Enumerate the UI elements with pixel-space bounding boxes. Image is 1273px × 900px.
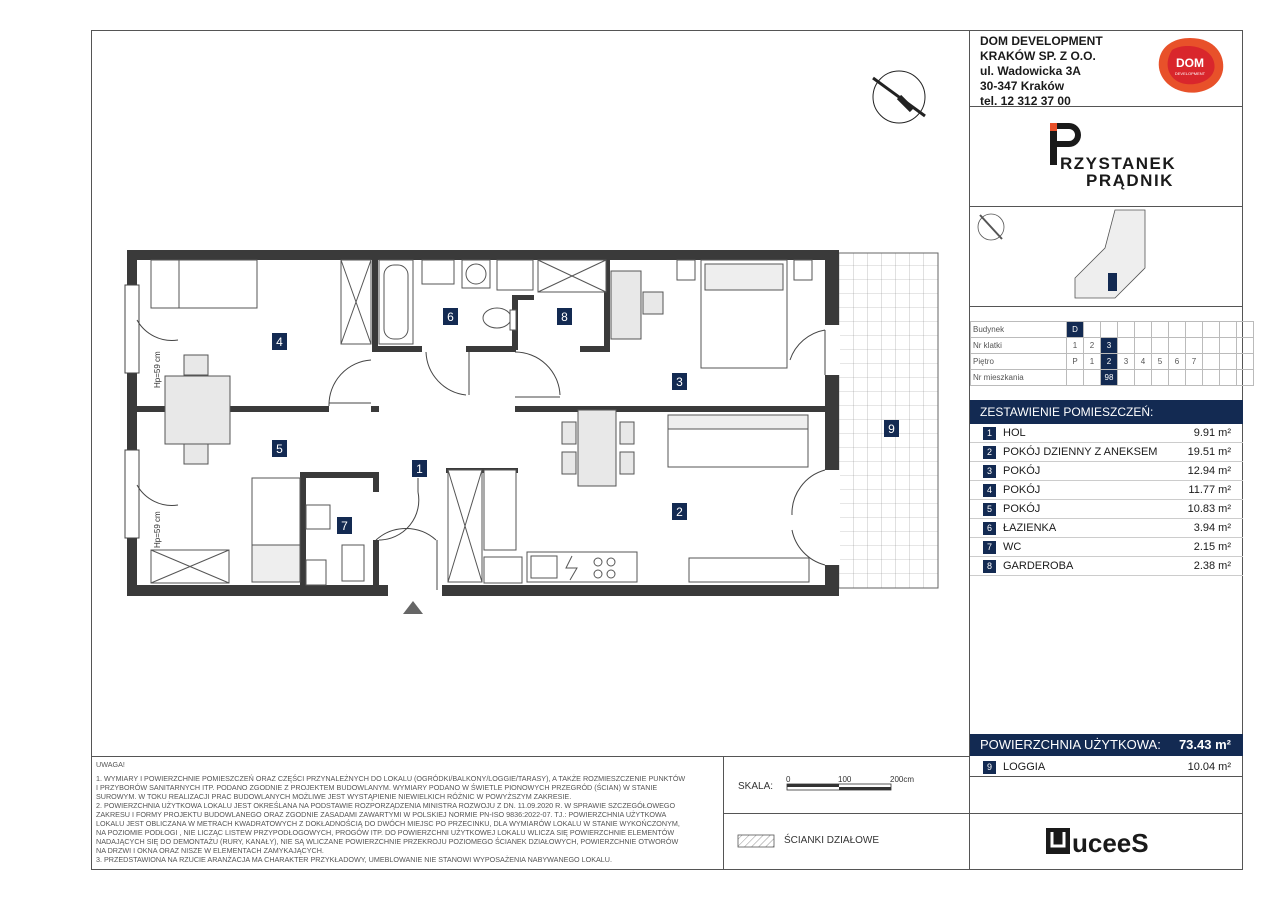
room-name: ŁAZIENKA: [1003, 522, 1057, 534]
svg-text:200cm: 200cm: [890, 775, 915, 784]
floor-1: 1: [1084, 354, 1101, 370]
room-name: WC: [1003, 541, 1022, 553]
room-area: 2.38 m²: [1193, 560, 1231, 572]
window-note-2: Hp=59 cm: [153, 511, 162, 548]
apartment-info-table: [970, 321, 1254, 386]
room-row: [970, 500, 1243, 519]
floor-6: 6: [1169, 354, 1186, 370]
loggia-number: 9: [983, 761, 996, 774]
project-name-line2: PRĄDNIK: [1086, 171, 1174, 190]
floor-4: 4: [1135, 354, 1152, 370]
svg-text:100: 100: [838, 775, 852, 784]
floor-3: 3: [1118, 354, 1135, 370]
room-number: 3: [983, 465, 996, 478]
svg-text:1: 1: [416, 462, 423, 476]
floor-7: 7: [1186, 354, 1203, 370]
furniture: [151, 260, 812, 585]
room-name: HOL: [1003, 427, 1026, 439]
note-line: I PRZYBORÓW SANITARNYCH ITP. PODANO ZGODNIE Z PROJEKTEM BUDOWLANYM. WYMIARY PODANO W ŚWIETLE PIONOWYCH PRZEGRÓD (ŚCIAN) W STANIE: [96, 783, 658, 792]
apartment-label: Nr mieszkania: [971, 370, 1067, 386]
room-number: 1: [983, 427, 996, 440]
note-line: NA DRZWI I OKNA ORAZ NISZE W ELEMENTACH ZAMYKAJĄCYCH.: [96, 846, 324, 855]
total-area-value: 73.43 m²: [1178, 737, 1231, 752]
svg-text:6: 6: [447, 310, 454, 324]
dom-logo: [1159, 38, 1224, 93]
staircase-label: Nr klatki: [971, 338, 1067, 354]
staircase-3: 3: [1101, 338, 1118, 354]
total-area-bar: [970, 734, 1243, 756]
note-line: 1. WYMIARY I POWIERZCHNIE POMIESZCZEŃ ORAZ CZĘŚCI PRZYNALEŻNYCH DO LOKALU (OGRÓDKI/BALKONY/LOGGIE/TARASY), A TAKŻE ROZMIESZCZENIE PUNKTÓW: [96, 774, 686, 783]
room-area: 3.94 m²: [1193, 522, 1231, 534]
room-row: [970, 557, 1243, 576]
room-name: POKÓJ: [1003, 503, 1041, 515]
room-area: 12.94 m²: [1187, 465, 1231, 477]
room-number: 7: [983, 541, 996, 554]
svg-text:DOM: DOM: [1176, 56, 1204, 70]
note-line: 2. POWIERZCHNIA UŻYTKOWA LOKALU JEST OKREŚLANA NA PODSTAWIE ROZPORZĄDZENIA MINISTRA ROZWOJU Z DN. 11.09.2020 R. W SPRAWIE SZCZEGÓŁOWEGO: [96, 801, 676, 810]
floor-5: 5: [1152, 354, 1169, 370]
notes: [96, 760, 716, 864]
note-line: ZAKRESU I FORMY PROJEKTU BUDOWLANEGO ORAZ ZGODNIE ZASADAMI ZAWARTYMI W POLSKIEJ NORMIE PN-ISO 9836:2022-07. TJ.: POWIERZCHNIA UŻYTKOWA: [96, 810, 667, 819]
room-name: POKÓJ: [1003, 484, 1041, 496]
svg-text:9: 9: [888, 422, 895, 436]
room-name: POKÓJ: [1003, 465, 1041, 477]
svg-text:DEVELOPMENT: DEVELOPMENT: [1174, 71, 1206, 76]
note-line: SUROWYM. W TOKU REALIZACJI PRAC BUDOWLANYCH MOŻLIWE JEST WYSTĄPIENIE NIEWIELKICH RÓŻNIC W POWYŻSZYM ZAKRESIE.: [96, 792, 572, 801]
key-plan: [978, 210, 1145, 298]
room-number: 6: [983, 522, 996, 535]
rooms-header: ZESTAWIENIE POMIESZCZEŃ:: [970, 400, 1243, 424]
room-number: 8: [983, 560, 996, 573]
room-row: [970, 481, 1243, 500]
building-label: Budynek: [971, 322, 1067, 338]
room-number: 4: [983, 484, 996, 497]
legend-label: ŚCIANKI DZIAŁOWE: [784, 835, 880, 846]
room-area: 11.77 m²: [1188, 484, 1231, 496]
loggia-row: [970, 758, 1243, 777]
company-entity: KRAKÓW SP. Z O.O.: [980, 49, 1096, 63]
room-row: [970, 424, 1243, 443]
room-number: 5: [983, 503, 996, 516]
building-value: D: [1067, 322, 1084, 338]
staircase-2: 2: [1084, 338, 1101, 354]
notes-title: UWAGA!: [96, 760, 125, 769]
note-line: 3. PRZEDSTAWIONA NA RZUCIE ARANŻACJA MA CHARAKTER PRZYKŁADOWY, UMEBLOWANIE NIE STANOWI WYPOSAŻENIA NABYWANEGO LOKALU.: [96, 855, 612, 864]
total-area-label: POWIERZCHNIA UŻYTKOWA:: [980, 737, 1161, 752]
svg-text:3: 3: [676, 375, 683, 389]
company-city: 30-347 Kraków: [980, 79, 1065, 93]
note-line: LOKALU JEST OBLICZANA W METRACH KWADRATOWYCH Z DOKŁADNOŚCIĄ DO DWÓCH MIEJSC PO PRZECINKU, DLA WYMIARÓW LOKALU W STANIE WYKOŃCZONYM,: [96, 819, 680, 828]
staircase-row: [971, 338, 1254, 354]
uceeS-logo: [1046, 828, 1149, 858]
building-row: [971, 322, 1254, 338]
svg-text:0: 0: [786, 775, 791, 784]
floor-label: Piętro: [971, 354, 1067, 370]
note-line: NADAJĄCYCH SIĘ DO DEMONTAŻU (RURY, KANAŁY), NIE SĄ WLICZANE POWIERZCHNIE PRZEKROJU POZIOMEGO ŚCIANEK DZIAŁOWYCH, POWIERZCHNIE OTWORÓW: [96, 837, 679, 846]
project-name-line1: RZYSTANEK: [1060, 154, 1177, 173]
entry-arrow: [403, 601, 423, 614]
company-name: DOM DEVELOPMENT: [980, 34, 1103, 48]
loggia-area: 10.04 m²: [1187, 761, 1231, 773]
room-area: 2.15 m²: [1193, 541, 1231, 553]
floor-row: [971, 354, 1254, 370]
svg-text:7: 7: [341, 519, 348, 533]
room-row: [970, 462, 1243, 481]
legend-swatch: [738, 835, 774, 847]
scale-bar: [786, 775, 914, 790]
company-info: [980, 34, 1103, 109]
room-row: [970, 538, 1243, 557]
room-name: POKÓJ DZIENNY Z ANEKSEM: [1003, 446, 1158, 458]
apartment-number: 98: [1101, 370, 1118, 386]
company-phone: tel. 12 312 37 00: [980, 94, 1071, 108]
window-note-1: Hp=59 cm: [153, 351, 162, 388]
loggia-name: LOGGIA: [1003, 761, 1046, 773]
scale-label: SKALA:: [738, 781, 774, 792]
north-arrow: [873, 71, 925, 123]
apartment-row: [971, 370, 1254, 386]
room-row: [970, 443, 1243, 462]
floor-p: P: [1067, 354, 1084, 370]
notes-body: [96, 774, 716, 864]
staircase-1: 1: [1067, 338, 1084, 354]
room-area: 10.83 m²: [1187, 503, 1231, 515]
svg-text:5: 5: [276, 442, 283, 456]
svg-text:2: 2: [676, 505, 683, 519]
svg-text:4: 4: [276, 335, 283, 349]
note-line: NA POZIOMIE PODŁOGI , NIE LICZĄC LISTEW PRZYPODŁOGOWYCH, PROGÓW ITP. DO POWIERZCHNI UŻYTKOWEJ LOKALU WLICZA SIĘ POWIERZCHNIE ELEMENTÓW: [96, 828, 675, 837]
svg-text:8: 8: [561, 310, 568, 324]
room-area: 9.91 m²: [1193, 427, 1231, 439]
room-row: [970, 519, 1243, 538]
room-area: 19.51 m²: [1187, 446, 1231, 458]
company-street: ul. Wadowicka 3A: [980, 64, 1081, 78]
room-number: 2: [983, 446, 996, 459]
room-name: GARDEROBA: [1003, 560, 1074, 572]
floor-2: 2: [1101, 354, 1118, 370]
svg-text:uceeS: uceeS: [1072, 828, 1149, 858]
